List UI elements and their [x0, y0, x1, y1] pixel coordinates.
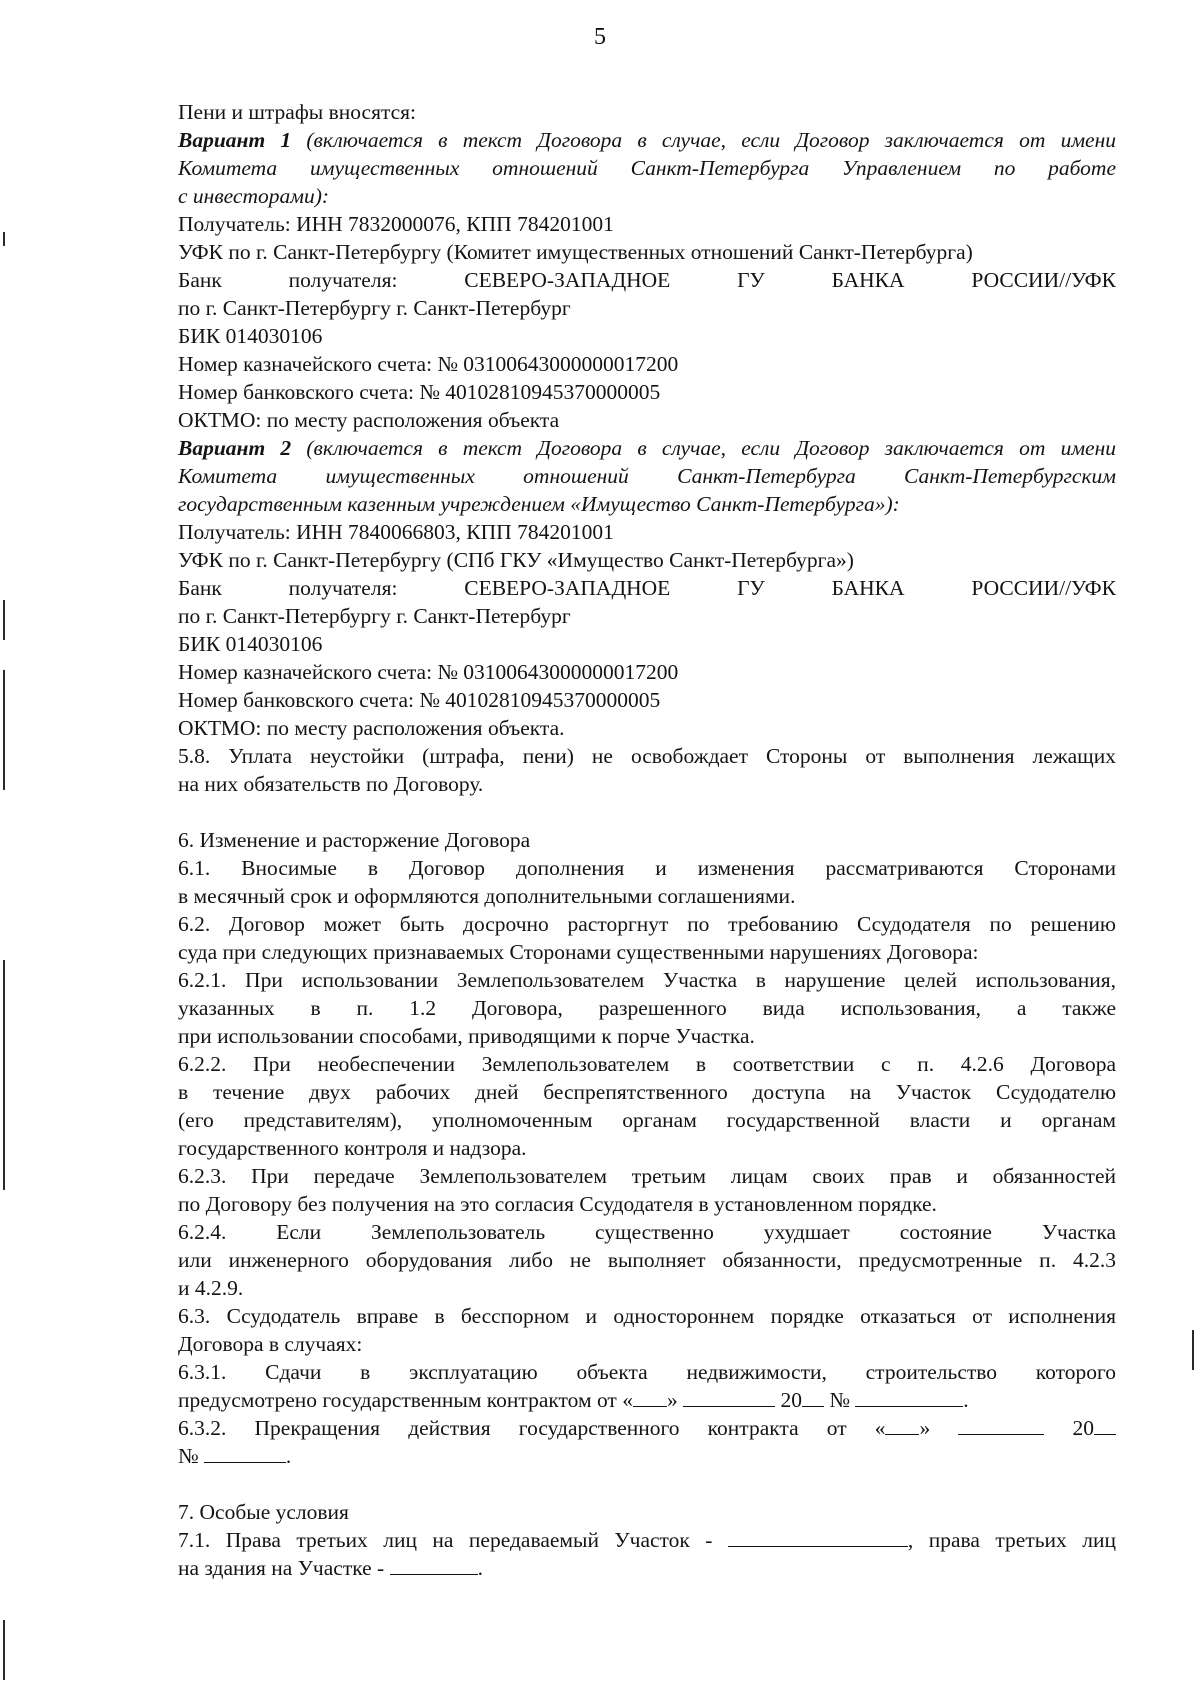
- clause-6-2-2-cont: государственного контроля и надзора.: [178, 1136, 527, 1160]
- clause-6-3-2-cont: № .: [178, 1444, 292, 1468]
- variant-1-oktmo: ОКТМО: по месту расположения объекта: [178, 408, 560, 432]
- clause-6-2-3: 6.2.3. При передаче Землепользователем третьим лицам своих прав и обязанностей: [178, 1164, 1116, 1188]
- section-7-title: 7. Особые условия: [178, 1500, 349, 1524]
- blank-month: [958, 1414, 1044, 1435]
- clause-6-3: 6.3. Ссудодатель вправе в бесспорном и одностороннем порядке отказаться от исполнения: [178, 1304, 1116, 1328]
- scan-margin-mark: [3, 600, 5, 640]
- variant-1-heading-line: Комитета имущественных отношений Санкт-Петербурга Управлением по работе: [178, 156, 1116, 180]
- variant-1-block: [178, 126, 1116, 434]
- variant-1-bank-city: по г. Санкт-Петербургу г. Санкт-Петербург: [178, 296, 571, 320]
- clause-5-8: 5.8. Уплата неустойки (штрафа, пени) не освобождает Стороны от выполнения лежащих: [178, 744, 1116, 768]
- variant-1-recipient: Получатель: ИНН 7832000076, КПП 784201001: [178, 212, 614, 236]
- variant-1-bank: Банк получателя: СЕВЕРО-ЗАПАДНОЕ ГУ БАНКА РОССИИ//УФК: [178, 268, 1116, 292]
- clause-6-3-1: 6.3.1. Сдачи в эксплуатацию объекта недвижимости, строительство которого: [178, 1360, 1116, 1384]
- scan-margin-mark: [3, 960, 5, 1190]
- variant-2-heading-line: Комитета имущественных отношений Санкт-Петербурга Санкт-Петербургским: [178, 464, 1116, 488]
- clause-6-3-cont: Договора в случаях:: [178, 1332, 363, 1356]
- blank-third-party-rights-plot: [728, 1526, 908, 1547]
- clause-6-2-1-cont: при использовании способами, приводящими к порче Участка.: [178, 1024, 755, 1048]
- variant-2-label: Вариант 2: [178, 436, 292, 460]
- blank-year: [1094, 1414, 1116, 1435]
- clause-6-2-4: 6.2.4. Если Землепользователь существенно ухудшает состояние Участка: [178, 1220, 1116, 1244]
- section-7: [178, 1498, 1116, 1582]
- clause-7-1-cont: на здания на Участке - .: [178, 1556, 483, 1580]
- variant-2-heading: Вариант 2 (включается в текст Договора в случае, если Договор заключается от имени: [178, 436, 1116, 460]
- variant-1-label: Вариант 1: [178, 128, 292, 152]
- blank-day: [633, 1386, 667, 1407]
- variant-2-oktmo: ОКТМО: по месту расположения объекта.: [178, 716, 565, 740]
- page-number: 5: [594, 24, 606, 50]
- document-body: [178, 98, 1116, 1582]
- clause-6-3-2: 6.3.2. Прекращения действия государственного контракта от « » 20: [178, 1414, 1116, 1442]
- clause-6-1-cont: в месячный срок и оформляются дополнительными соглашениями.: [178, 884, 796, 908]
- variant-1-heading-line: с инвесторами):: [178, 184, 330, 208]
- clause-6-2-3-cont: по Договору без получения на это согласия Ссудодателя в установленном порядке.: [178, 1192, 937, 1216]
- clause-6-1: 6.1. Вносимые в Договор дополнения и изменения рассматриваются Сторонами: [178, 856, 1116, 880]
- spacer: [178, 1470, 1116, 1498]
- variant-1-bik: БИК 014030106: [178, 324, 323, 348]
- intro-line: Пени и штрафы вносятся:: [178, 100, 417, 124]
- variant-2-treasury-account: Номер казначейского счета: № 03100643000000017200: [178, 660, 679, 684]
- variant-2-recipient: Получатель: ИНН 7840066803, КПП 784201001: [178, 520, 614, 544]
- scan-margin-mark: [1192, 1330, 1194, 1370]
- variant-2-ufk: УФК по г. Санкт-Петербургу (СПб ГКУ «Имущество Санкт-Петербурга»): [178, 548, 854, 572]
- clause-6-2-cont: суда при следующих признаваемых Сторонами существенными нарушениях Договора:: [178, 940, 979, 964]
- clause-6-2-2-cont: (его представителям), уполномоченным органам государственной власти и органам: [178, 1108, 1116, 1132]
- blank-year: [802, 1386, 824, 1407]
- variant-2-bank-city: по г. Санкт-Петербургу г. Санкт-Петербург: [178, 604, 571, 628]
- blank-third-party-rights-buildings: [390, 1554, 478, 1575]
- section-6-title: 6. Изменение и расторжение Договора: [178, 828, 531, 852]
- blank-number: [855, 1386, 963, 1407]
- blank-month: [683, 1386, 775, 1407]
- clause-7-1: 7.1. Права третьих лиц на передаваемый Участок - , права третьих лиц: [178, 1528, 1117, 1552]
- clause-5-8-cont: на них обязательств по Договору.: [178, 772, 484, 796]
- clause-6-2-1-cont: указанных в п. 1.2 Договора, разрешенного вида использования, а также: [178, 996, 1116, 1020]
- section-6: [178, 826, 1116, 1470]
- clause-6-2-2: 6.2.2. При необеспечении Землепользователем в соответствии с п. 4.2.6 Договора: [178, 1052, 1116, 1076]
- clause-6-2-2-cont: в течение двух рабочих дней беспрепятственного доступа на Участок Ссудодателю: [178, 1080, 1116, 1104]
- clause-6-2-4-cont: и 4.2.9.: [178, 1276, 244, 1300]
- spacer: [178, 798, 1116, 826]
- variant-2-heading-line: государственным казенным учреждением «Имущество Санкт-Петербурга»):: [178, 492, 900, 516]
- blank-day: [885, 1414, 919, 1435]
- clause-6-2-1: 6.2.1. При использовании Землепользователем Участка в нарушение целей использования,: [178, 968, 1116, 992]
- scan-margin-mark: [3, 232, 5, 246]
- variant-2-block: [178, 434, 1116, 742]
- variant-1-treasury-account: Номер казначейского счета: № 03100643000000017200: [178, 352, 679, 376]
- clause-6-2: 6.2. Договор может быть досрочно расторгнут по требованию Ссудодателя по решению: [178, 912, 1116, 936]
- variant-1-bank-account: Номер банковского счета: № 40102810945370000005: [178, 380, 661, 404]
- variant-2-bik: БИК 014030106: [178, 632, 323, 656]
- variant-2-bank-account: Номер банковского счета: № 40102810945370000005: [178, 688, 661, 712]
- scan-margin-mark: [3, 1620, 5, 1680]
- clause-6-2-4-cont: или инженерного оборудования либо не выполняет обязанности, предусмотренные п. 4.2.3: [178, 1248, 1116, 1272]
- scan-margin-mark: [3, 670, 5, 790]
- variant-1-ufk: УФК по г. Санкт-Петербургу (Комитет имущественных отношений Санкт-Петербурга): [178, 240, 973, 264]
- variant-1-heading: Вариант 1 (включается в текст Договора в случае, если Договор заключается от имени: [178, 128, 1116, 152]
- clause-6-3-1-cont: предусмотрено государственным контрактом от « » 20 № .: [178, 1388, 969, 1412]
- variant-2-bank: Банк получателя: СЕВЕРО-ЗАПАДНОЕ ГУ БАНКА РОССИИ//УФК: [178, 576, 1116, 600]
- blank-number: [204, 1442, 286, 1463]
